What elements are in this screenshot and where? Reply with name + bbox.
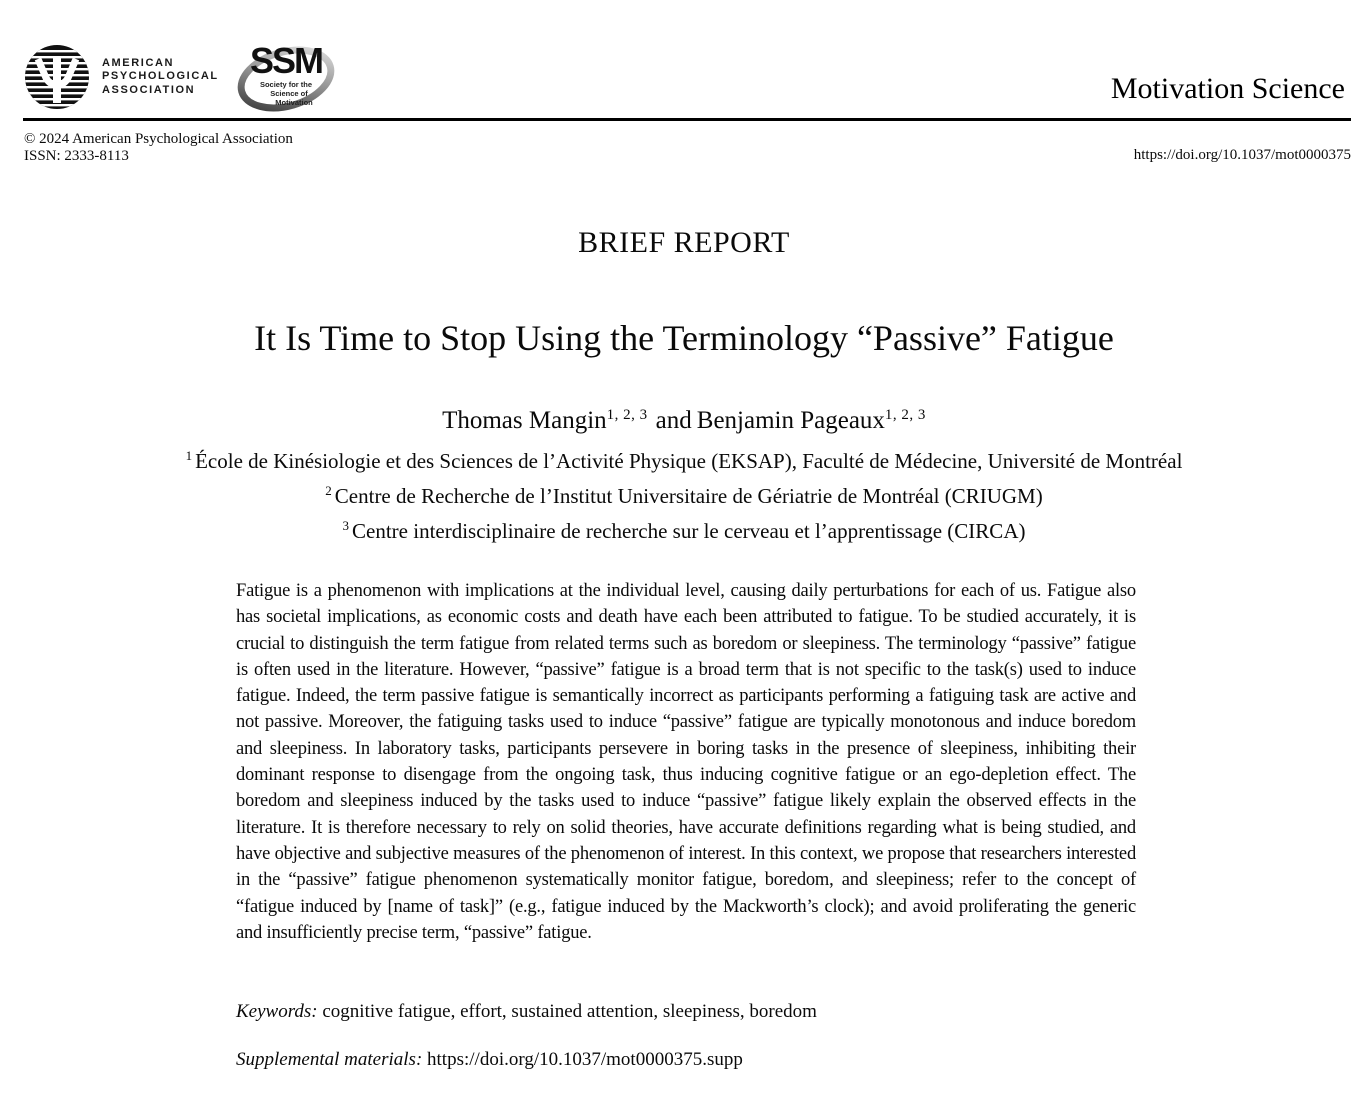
ssm-subtitle-line3: Motivation (275, 98, 313, 107)
author-name-1: Thomas Mangin (442, 407, 607, 434)
keywords-list: cognitive fatigue, effort, sustained attention, sleepiness, boredom (322, 1001, 817, 1022)
section-label: BRIEF REPORT (578, 226, 790, 259)
apa-logo-line1: AMERICAN (102, 56, 175, 69)
affiliation-number: 2 (325, 483, 332, 498)
affiliation-text: Centre interdisciplinaire de recherche sur le cerveau et l’apprentissage (CIRCA) (352, 519, 1026, 543)
keywords-label: Keywords: (236, 1001, 318, 1022)
affiliation-number: 1 (185, 448, 193, 463)
ssm-subtitle (236, 80, 336, 107)
journal-name: Motivation Science (1110, 72, 1345, 105)
ssm-logo (236, 38, 336, 120)
ssm-subtitle-line1: Society for the (259, 80, 313, 89)
supplemental-materials-link[interactable]: https://doi.org/10.1037/mot0000375.supp (427, 1049, 743, 1070)
affiliation-line (0, 511, 1368, 546)
apa-logo-line3: ASSOCIATION (102, 83, 196, 96)
ssm-subtitle-line2: Science of (270, 89, 308, 98)
article-title: It Is Time to Stop Using the Terminology “Passive” Fatigue (254, 318, 1114, 358)
affiliation-line (0, 476, 1368, 511)
author-name-2: Benjamin Pageaux (696, 407, 885, 434)
authors-line (0, 407, 1368, 435)
apa-psi-icon (24, 44, 90, 110)
affiliation-line (0, 441, 1368, 476)
supplemental-materials-line (236, 1049, 1136, 1071)
abstract-text: Fatigue is a phenomenon with implications at the individual level, causing daily perturbations for each of us. Fatigue also has societal implications, as economic costs and death have each been attributed to fatigue. To be studied accurately, it is crucial to distinguish the term fatigue from related terms such as boredom or sleepiness. The terminology “passive” fatigue is often used in the literature. However, “passive” fatigue is a broad term that is not specific to the task(s) used to induce fatigue. Indeed, the term passive fatigue is semantically incorrect as participants performing a fatiguing task are active and not passive. Moreover, the fatiguing tasks used to induce “passive” fatigue are typically monotonous and induce boredom and sleepiness. In laboratory tasks, participants persevere in boring tasks in the presence of sleepiness, inhibiting their dominant response to disengage from the ongoing task, thus inducing cognitive fatigue or an ego-depletion effect. The boredom and sleepiness induced by the tasks used to induce “passive” fatigue likely explain the observed effects in the literature. It is therefore necessary to rely on solid theories, have accurate definitions regarding what is being studied, and have objective and subjective measures of the phenomenon of interest. In this context, we propose that researchers interested in the “passive” fatigue phenomenon systematically monitor fatigue, boredom, and sleepiness; refer to the concept of “fatigue induced by [name of task]” (e.g., fatigue induced by the Mackworth’s clock); and avoid proliferating the generic and insufficiently precise term, “passive” fatigue. (236, 581, 1136, 943)
affiliation-number: 3 (342, 518, 350, 533)
issn-line: ISSN: 2333-8113 (24, 147, 129, 164)
affiliations-block (0, 441, 1368, 546)
affiliation-text: École de Kinésiologie et des Sciences de l’Activité Physique (EKSAP), Faculté de Médecine, Université de Montréal (195, 449, 1183, 473)
affiliation-text: Centre de Recherche de l’Institut Universitaire de Gériatrie de Montréal (CRIUGM) (334, 484, 1043, 508)
article-doi-link[interactable]: https://doi.org/10.1037/mot0000375 (1133, 147, 1351, 163)
masthead-divider (23, 118, 1351, 121)
copyright-line: © 2024 American Psychological Association (24, 131, 293, 147)
copyright-block (24, 131, 293, 164)
apa-logo-text (102, 57, 219, 98)
author-1-affiliation-refs: 1, 2, 3 (606, 407, 648, 423)
apa-logo-line2: PSYCHOLOGICAL (102, 70, 219, 83)
supplemental-label: Supplemental materials: (236, 1049, 423, 1070)
author-2-affiliation-refs: 1, 2, 3 (884, 407, 926, 423)
ssm-acronym: SSM (249, 40, 322, 81)
apa-logo (24, 44, 219, 110)
authors-connector: and (655, 407, 692, 434)
keywords-line (236, 1001, 1136, 1023)
